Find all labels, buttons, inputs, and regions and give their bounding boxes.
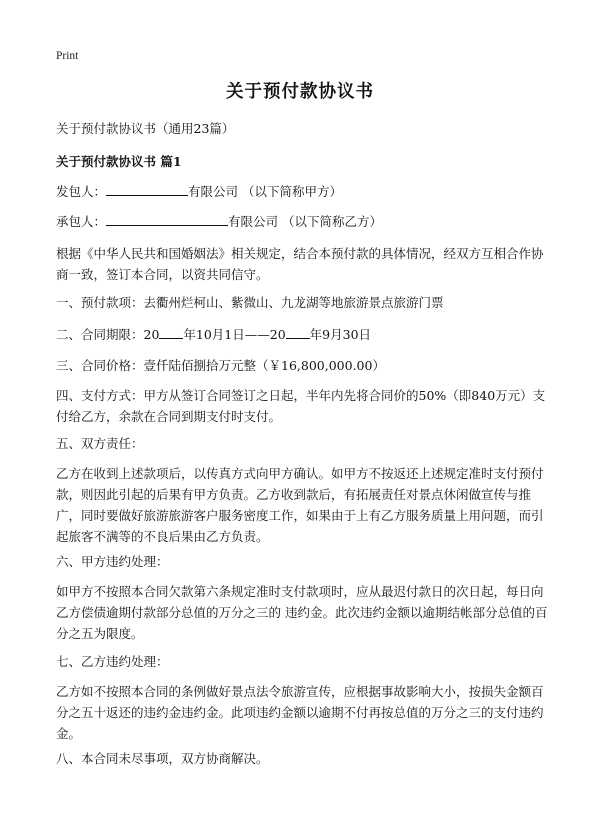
term-year-blank-2	[286, 325, 310, 339]
clause-6-body: 如甲方不按照本合同欠款第六条规定准时支付款项时，应从最迟付款日的次日起，每日向乙方偿债逾期付款部分总值的万分之三的 违约金。此次违约金额以逾期结帐部分总值的百分之五为限度。	[56, 584, 548, 641]
party-a-suffix: 有限公司 （以下简称甲方）	[188, 184, 342, 199]
party-a-blank	[106, 182, 188, 196]
clause-1-prepayment-item: 一、预付款项：去衢州烂柯山、紫微山、九龙湖等地旅游景点旅游门票	[56, 295, 444, 310]
document-title: 关于预付款协议书	[226, 82, 374, 102]
term-suffix: 年9月30日	[309, 327, 372, 342]
clause-5-body: 乙方在收到上述款项后，以传真方式向甲方确认。如甲方不按返还上述规定准时支付预付款，则因此引起的后果有甲方负责。乙方收到款后，有拓展责任对景点休闲做宣传与推广，同时要做好旅游旅游客户服务密度工作，如果由于上有乙方服务质量上用问题，而引起旅客不满等的不良后果由乙方负责。	[56, 466, 544, 544]
clause-6-heading: 六、甲方违约处理：	[56, 554, 169, 569]
print-link[interactable]: Print	[56, 50, 79, 62]
clause-2-contract-term	[56, 324, 548, 345]
clause-7-heading: 七、乙方违约处理：	[56, 654, 169, 669]
party-b-label: 承包人：	[56, 214, 107, 229]
term-prefix: 二、合同期限：20	[56, 327, 160, 342]
clause-4-payment-method: 四、支付方式：甲方从签订合同签订之日起，半年内先将合同价的50%（即840万元）支付给乙方，余款在合同到期支付时支付。	[56, 388, 546, 424]
term-year-blank-1	[159, 325, 183, 339]
document-subtitle: 关于预付款协议书（通用23篇）	[56, 121, 235, 136]
party-b-blank	[106, 212, 228, 226]
section-heading: 关于预付款协议书 篇1	[56, 154, 182, 169]
clause-3-contract-price: 三、合同价格：壹仟陆佰捌拾万元整（￥16,800,000.00）	[56, 358, 385, 373]
party-a-line	[56, 181, 548, 202]
term-mid: 年10月1日——20	[183, 327, 286, 342]
party-a-label: 发包人：	[56, 184, 107, 199]
clause-7-body: 乙方如不按照本合同的条例做好景点法令旅游宣传，应根据事故影响大小，按损失金额百分之五十返还的违约金违约金。此项违约金额以逾期不付再按总值的万分之三的支付违约金。	[56, 684, 544, 741]
party-b-suffix: 有限公司 （以下简称乙方）	[228, 214, 382, 229]
party-b-line	[56, 211, 548, 232]
clause-5-heading: 五、双方责任：	[56, 436, 144, 451]
clause-8: 八、本合同未尽事项，双方协商解决。	[56, 751, 269, 766]
intro-paragraph: 根据《中华人民共和国婚姻法》相关规定，结合本预付款的具体情况，经双方互相合作协商一致，签订本合同，以资共同信守。	[56, 246, 544, 282]
